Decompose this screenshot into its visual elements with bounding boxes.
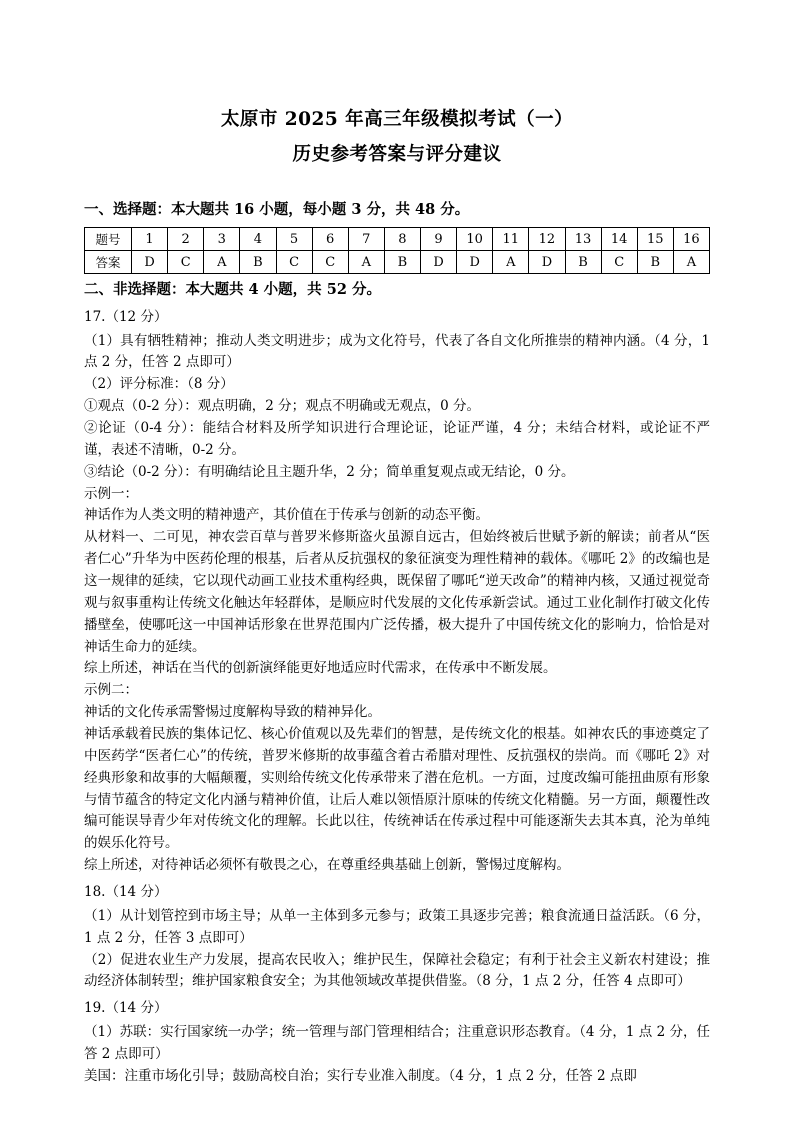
- question-18-number: 18.（14 分）: [84, 884, 168, 900]
- table-cell: 10: [457, 228, 493, 251]
- table-cell: 12: [529, 228, 565, 251]
- answer-paragraph: 神话承载着民族的集体记忆、核心价值观以及先辈们的智慧，是传统文化的根基。如神农氏的事迹奠定了中医药学“医者仁心”的传统，普罗米修斯的故事蕴含着古希腊对理性、反抗强权的崇尚。而《哪吒 2》对经典形象和故事的大幅颠覆，实则给传统文化传承带来了潜在危机。一方面，过度改编可能扭曲原有形象与情节蕴含的特定文化内涵与精神价值，让后人难以领悟原汁原味的传统文化精髓。另一方面，颠覆性改编可能误导青少年对传统文化的理解。长此以往，传统神话在传承过程中可能逐渐失去其本真，沦为单纯的娱乐化符号。: [84, 725, 710, 852]
- example-one-label: 示例一：: [84, 485, 138, 502]
- table-cell: D: [132, 251, 168, 274]
- answer-key-table: [84, 227, 710, 274]
- table-cell: D: [529, 251, 565, 274]
- question-18-body: [84, 906, 710, 993]
- page-subtitle: 历史参考答案与评分建议: [292, 144, 502, 166]
- section-heading-multiple-choice: 一、选择题：本大题共 16 小题，每小题 3 分，共 48 分。: [84, 201, 470, 219]
- table-cell: A: [493, 251, 529, 274]
- table-cell: A: [348, 251, 384, 274]
- answer-paragraph: 综上所述，神话在当代的创新演绎能更好地适应时代需求，在传承中不断发展。: [84, 660, 557, 677]
- question-19-body: [84, 1022, 710, 1088]
- answer-paragraph: 从材料一、二可见，神农尝百草与普罗米修斯盗火虽源自远古，但始终被后世赋予新的解读；前者从“医者仁心”升华为中医药伦理的根基，后者从反抗强权的象征演变为理性精神的载体。《哪吒 2》的改编也是这一规律的延续，它以现代动画工业技术重构经典，既保留了哪吒“逆天改命”的精神内核，又通过视觉奇观与叙事重构让传统文化触达年轻群体，是顺应时代发展的文化传承新尝试。通过工业化制作打破文化传播壁垒，使哪吒这一中国神话形象在世界范围内广泛传播，极大提升了中国传统文化的影响力，恰恰是对神话生命力的延续。: [84, 529, 710, 655]
- table-cell: C: [601, 251, 637, 274]
- table-cell: 14: [601, 228, 637, 251]
- answer-paragraph: 神话的文化传承需警惕过度解构导致的精神异化。: [84, 704, 381, 721]
- table-cell: 7: [348, 228, 384, 251]
- answer-paragraph: （1）具有牺牲精神；推动人类文明进步；成为文化符号，代表了各自文化所推崇的精神内涵。（4 分，1 点 2 分，任答 2 点即可）: [84, 332, 710, 371]
- table-row-question-numbers: [85, 228, 710, 251]
- table-cell: B: [565, 251, 601, 274]
- table-cell: A: [204, 251, 240, 274]
- answer-paragraph: （1）苏联：实行国家统一办学；统一管理与部门管理相结合；注重意识形态教育。（4 分，1 点 2 分，任答 2 点即可）: [84, 1024, 710, 1063]
- answer-paragraph: 综上所述，对待神话必须怀有敬畏之心，在尊重经典基础上创新，警惕过度解构。: [84, 857, 570, 874]
- table-row-answers: [85, 251, 710, 274]
- question-19-number: 19.（14 分）: [84, 1000, 168, 1017]
- table-cell: 2: [168, 228, 204, 251]
- answer-paragraph: 美国：注重市场化引导；鼓励高校自治；实行专业准入制度。（4 分，1 点 2 分，任答 2 点即: [84, 1067, 637, 1084]
- title-block: [84, 102, 710, 172]
- table-cell: 16: [673, 228, 709, 251]
- table-cell: 9: [421, 228, 457, 251]
- table-cell: 5: [276, 228, 312, 251]
- table-cell: A: [673, 251, 709, 274]
- answer-paragraph: （2）促进农业生产力发展，提高农民收入；维护民生，保障社会稳定；有利于社会主义新农村建设；推动经济体制转型；维护国家粮食安全；为其他领域改革提供借鉴。（8 分，1 点 2 分，任答 4 点即可）: [84, 951, 710, 990]
- question-17-body: [84, 331, 710, 877]
- table-cell: C: [312, 251, 348, 274]
- answer-paragraph: （1）从计划管控到市场主导；从单一主体到多元参与；政策工具逐步完善；粮食流通日益活跃。（6 分，1 点 2 分，任答 3 点即可）: [84, 907, 710, 946]
- table-cell: B: [637, 251, 673, 274]
- table-cell: 3: [204, 228, 240, 251]
- answer-paragraph: ②论证（0-4 分）：能结合材料及所学知识进行合理论证，论证严谨，4 分；未结合材料，或论证不严谨，表述不清晰，0-2 分。: [84, 419, 710, 458]
- page-title: 太原市 2025 年高三年级模拟考试（一）: [220, 109, 574, 130]
- table-cell: 6: [312, 228, 348, 251]
- section-heading-free-response: 二、非选择题：本大题共 4 小题，共 52 分。: [84, 281, 381, 299]
- row-label-answer: 答案: [85, 251, 132, 274]
- table-cell: 13: [565, 228, 601, 251]
- answer-paragraph: （2）评分标准：（8 分）: [84, 376, 234, 393]
- table-cell: 11: [493, 228, 529, 251]
- table-cell: 15: [637, 228, 673, 251]
- example-two-label: 示例二：: [84, 682, 138, 699]
- table-cell: D: [421, 251, 457, 274]
- question-17-number: 17.（12 分）: [84, 308, 168, 325]
- table-cell: C: [168, 251, 204, 274]
- table-cell: B: [384, 251, 420, 274]
- table-cell: D: [457, 251, 493, 274]
- answer-paragraph: ①观点（0-2 分）：观点明确，2 分；观点不明确或无观点，0 分。: [84, 398, 481, 415]
- table-cell: 4: [240, 228, 276, 251]
- table-cell: B: [240, 251, 276, 274]
- table-cell: 1: [132, 228, 168, 251]
- row-label-question: 题号: [85, 228, 132, 251]
- answer-paragraph: ③结论（0-2 分）：有明确结论且主题升华，2 分；简单重复观点或无结论，0 分。: [84, 463, 575, 480]
- table-cell: C: [276, 251, 312, 274]
- table-cell: 8: [384, 228, 420, 251]
- answer-paragraph: 神话作为人类文明的精神遗产，其价值在于传承与创新的动态平衡。: [84, 507, 489, 524]
